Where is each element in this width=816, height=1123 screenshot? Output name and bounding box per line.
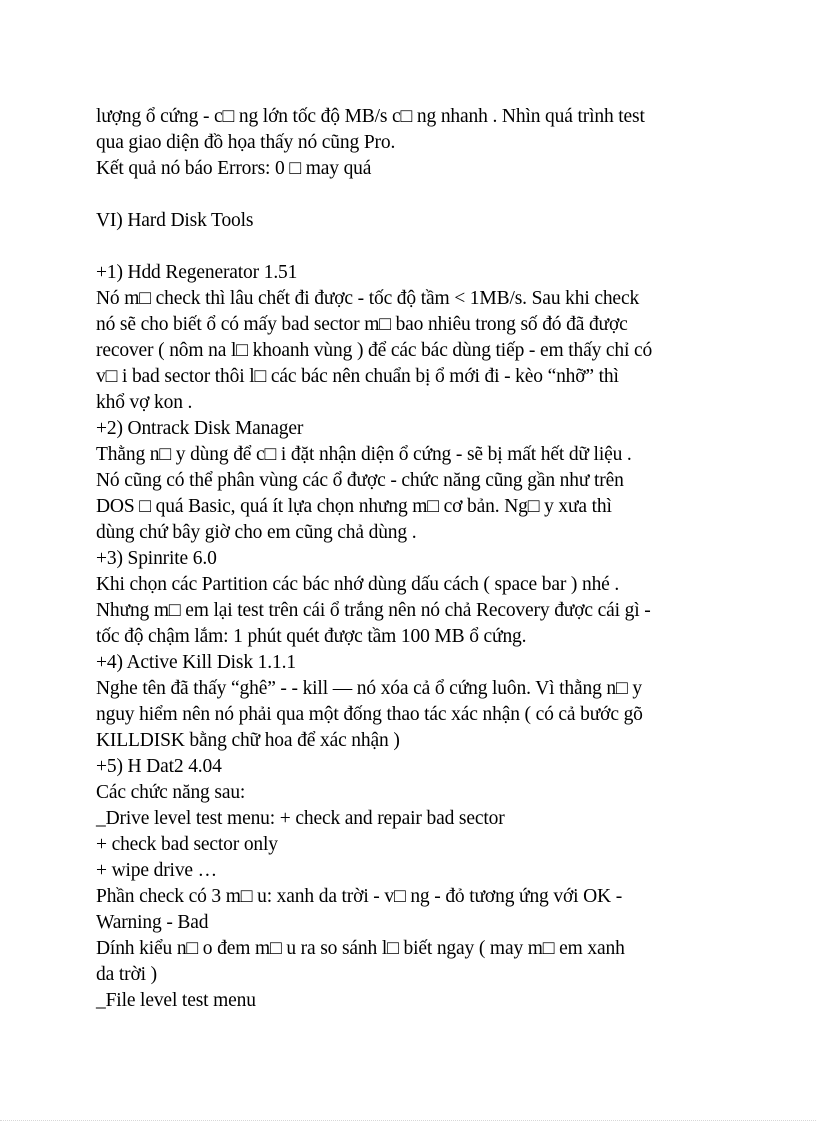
text-line: lượng ổ cứng - c□ ng lớn tốc độ MB/s c□ ng nhanh . Nhìn quá trình test: [96, 106, 645, 127]
text-line: nó sẽ cho biết ổ có mấy bad sector m□ bao nhiêu trong số đó đã được: [96, 314, 628, 335]
item-heading: +5) H Dat2 4.04: [96, 756, 222, 777]
text-line: Nó m□ check thì lâu chết đi được - tốc độ tầm < 1MB/s. Sau khi check: [96, 288, 640, 309]
text-line: qua giao diện đồ họa thấy nó cũng Pro.: [96, 132, 396, 153]
text-line: Nghe tên đã thấy “ghê” - - kill — nó xóa cả ổ cứng luôn. Vì thằng n□ y: [96, 678, 642, 699]
document-body: [96, 104, 736, 1014]
blank-line: [96, 234, 736, 260]
text-line: recover ( nôm na l□ khoanh vùng ) để các bác dùng tiếp - em thấy chỉ có: [96, 340, 653, 361]
text-line: Nó cũng có thể phân vùng các ổ được - chức năng cũng gần như trên: [96, 470, 624, 491]
text-line: KILLDISK bằng chữ hoa để xác nhận ): [96, 730, 400, 751]
item-heading: +3) Spinrite 6.0: [96, 548, 217, 569]
text-line: + wipe drive …: [96, 860, 217, 881]
text-line: Các chức năng sau:: [96, 782, 246, 803]
text-line: v□ i bad sector thôi l□ các bác nên chuẩn bị ổ mới đi - kèo “nhỡ” thì: [96, 366, 619, 387]
text-line: _Drive level test menu: + check and repair bad sector: [96, 808, 505, 829]
section-heading: VI) Hard Disk Tools: [96, 210, 254, 231]
text-line: Thằng n□ y dùng để c□ i đặt nhận diện ổ cứng - sẽ bị mất hết dữ liệu .: [96, 444, 632, 465]
text-line: da trời ): [96, 964, 157, 985]
blank-line: [96, 182, 736, 208]
text-line: Kết quả nó báo Errors: 0 □ may quá: [96, 158, 372, 179]
page-bottom-divider: [0, 1120, 816, 1121]
text-line: Khi chọn các Partition các bác nhớ dùng dấu cách ( space bar ) nhé .: [96, 574, 620, 595]
item-heading: +2) Ontrack Disk Manager: [96, 418, 304, 439]
text-line: Nhưng m□ em lại test trên cái ổ trắng nên nó chả Recovery được cái gì -: [96, 600, 651, 621]
text-line: Warning - Bad: [96, 912, 209, 933]
text-line: DOS □ quá Basic, quá ít lựa chọn nhưng m□ cơ bản. Ng□ y xưa thì: [96, 496, 612, 517]
text-line: Dính kiểu n□ o đem m□ u ra so sánh l□ biết ngay ( may m□ em xanh: [96, 938, 625, 959]
text-line: _File level test menu: [96, 990, 256, 1011]
text-line: khổ vợ kon .: [96, 392, 193, 413]
text-line: dùng chứ bây giờ cho em cũng chả dùng .: [96, 522, 417, 543]
item-heading: +1) Hdd Regenerator 1.51: [96, 262, 298, 283]
text-line: + check bad sector only: [96, 834, 278, 855]
text-line: nguy hiểm nên nó phải qua một đống thao tác xác nhận ( có cả bước gõ: [96, 704, 643, 725]
text-line: Phần check có 3 m□ u: xanh da trời - v□ ng - đỏ tương ứng với OK -: [96, 886, 623, 907]
item-heading: +4) Active Kill Disk 1.1.1: [96, 652, 296, 673]
text-line: tốc độ chậm lắm: 1 phút quét được tầm 100 MB ổ cứng.: [96, 626, 527, 647]
